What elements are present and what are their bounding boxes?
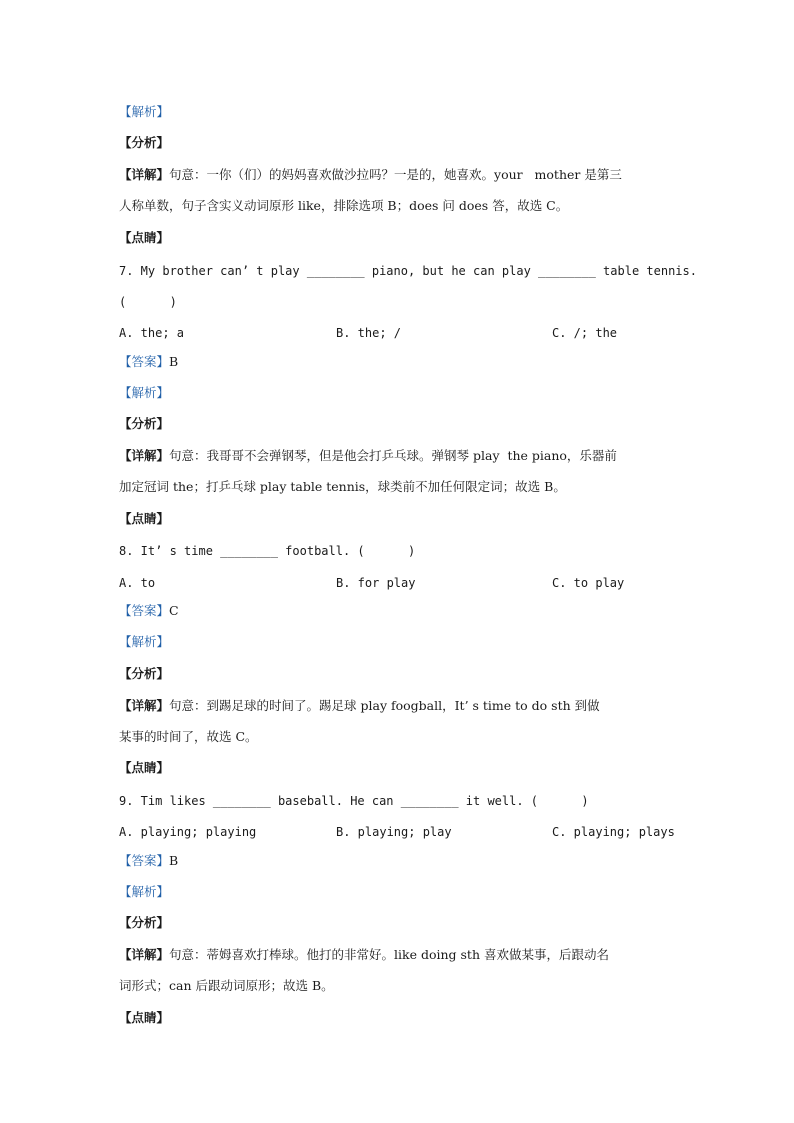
q7-paren: ( ) (119, 295, 177, 309)
q6-xiangjie-line2: 人称单数，句子含实义动词原形 like，排除选项 B；does 问 does 答，故选 C。 (119, 198, 569, 213)
q7-option-c: C. /; the (552, 326, 618, 340)
q9-daan-label: 【答案】 (119, 853, 170, 868)
q8-option-b: B. for play (336, 576, 416, 590)
q9-xiangjie-label: 【详解】 (119, 947, 170, 962)
q7-fenxi-label: 【分析】 (119, 416, 170, 431)
q7-daan (119, 353, 178, 371)
q8-daan-label: 【答案】 (119, 603, 170, 618)
q9-xiangjie (119, 946, 609, 964)
q8-dianjing-label: 【点睛】 (119, 760, 170, 775)
q7-stem: 7. My brother can’ t play ________ piano, but he can play ________ table tennis. (119, 264, 697, 278)
q9-stem: 9. Tim likes ________ baseball. He can ________ it well. ( ) (119, 794, 589, 808)
q8-xiangjie-line2: 某事的时间了，故选 C。 (119, 729, 258, 744)
q9-daan-value: B (169, 853, 179, 868)
q9-daan (119, 852, 178, 870)
q6-dianjing-label: 【点睛】 (119, 230, 170, 245)
q8-option-c: C. to play (552, 576, 625, 590)
q6-xiangjie-label: 【详解】 (119, 167, 170, 182)
q7-daan-value: B (169, 354, 179, 369)
q7-option-a: A. the; a (119, 326, 185, 340)
q6-jiexi-label: 【解析】 (119, 104, 170, 119)
q8-stem: 8. It’ s time ________ football. ( ) (119, 544, 416, 558)
q7-jiexi-label: 【解析】 (119, 385, 170, 400)
q7-xiangjie-label: 【详解】 (119, 448, 170, 463)
q8-daan (119, 602, 179, 620)
q8-xiangjie-label: 【详解】 (119, 698, 170, 713)
q9-xiangjie-line1: 句意：蒂姆喜欢打棒球。他打的非常好。like doing sth 喜欢做某事，后跟动名 (169, 947, 609, 962)
q6-xiangjie-line1: 句意：一你（们）的妈妈喜欢做沙拉吗？一是的，她喜欢。your mother 是第三 (169, 167, 622, 182)
q8-xiangjie-line1: 句意：到踢足球的时间了。踢足球 play foogball，It’ s time to do sth 到做 (169, 698, 600, 713)
q8-option-a: A. to (119, 576, 156, 590)
q7-xiangjie (119, 447, 617, 465)
q7-xiangjie-line2: 加定冠词 the；打乒乓球 play table tennis，球类前不加任何限定词；故选 B。 (119, 479, 566, 494)
q7-dianjing-label: 【点睛】 (119, 511, 170, 526)
q9-option-a: A. playing; playing (119, 825, 257, 839)
q7-xiangjie-line1: 句意：我哥哥不会弹钢琴，但是他会打乒乓球。弹钢琴 play the piano，乐器前 (169, 448, 617, 463)
q6-fenxi-label: 【分析】 (119, 135, 170, 150)
q8-fenxi-label: 【分析】 (119, 666, 170, 681)
q9-option-c: C. playing; plays (552, 825, 675, 839)
q9-option-b: B. playing; play (336, 825, 452, 839)
q6-xiangjie (119, 166, 622, 184)
q9-dianjing-label: 【点睛】 (119, 1010, 170, 1025)
q8-xiangjie (119, 697, 600, 715)
q8-daan-value: C (169, 603, 179, 618)
q9-jiexi-label: 【解析】 (119, 884, 170, 899)
q8-jiexi-label: 【解析】 (119, 634, 170, 649)
q9-xiangjie-line2: 词形式；can 后跟动词原形；故选 B。 (119, 978, 334, 993)
q7-option-b: B. the; / (336, 326, 402, 340)
q9-fenxi-label: 【分析】 (119, 915, 170, 930)
q7-daan-label: 【答案】 (119, 354, 170, 369)
